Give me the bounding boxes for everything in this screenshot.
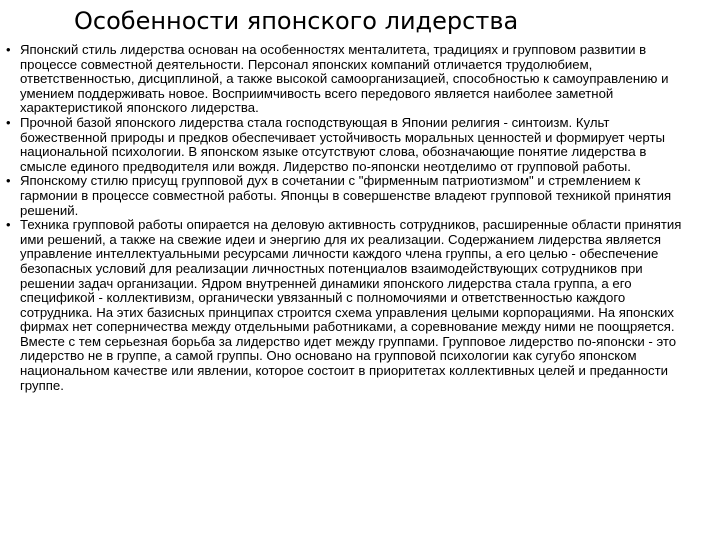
- bullet-item: [6, 174, 694, 218]
- bullet-marker: •: [6, 114, 11, 130]
- bullet-text: Японский стиль лидерства основан на особенностях менталитета, традициях и групповом развитии в процессе совместной деятельности. Персонал японских компаний отличается трудолюбием, ответственностью, дисциплиной, а также высокой самоорганизацией, способностью к самоуправлению и умением поддерживать новое. Восприимчивость всего передового является наиболее заметной характеристикой японского лидерства.: [20, 42, 669, 116]
- bullet-marker: •: [6, 217, 11, 233]
- bullet-list: [6, 43, 694, 393]
- bullet-text: Техника групповой работы опирается на деловую активность сотрудников, расширенные области принятия ими решений, а также на свежие идеи и энергию для их реализации. Содержанием лидерства является управление интеллектуальными ресурсами личности каждого члена группы, а его целью - обеспечение безопасных условий для реализации личностных потенциалов взаимодействующих сотрудников при решении задач организации. Ядром внутренней динамики японского лидерства стала группа, а его спецификой - коллективизм, органически увязанный с полномочиями и ответственностью каждого сотрудника. На этих базисных принципах строится схема управления целыми корпорациями. На японских фирмах нет соперничества между отдельными работниками, а соревнование между ними не поощряется. Вместе с тем серьезная борьба за лидерство идет между группами. Групповое лидерство по-японски - это лидерство не в группе, а самой группы. Оно основано на групповой психологии как сугубо японском национальном качестве или явлении, которое состоит в приоритетах коллективных целей и преданности группе.: [20, 217, 682, 393]
- slide-title: Особенности японского лидерства: [74, 7, 519, 35]
- bullet-text: Прочной базой японского лидерства стала господствующая в Японии религия - синтоизм. Культ божественной природы и предков обеспечивает устойчивость моральных ценностей и формирует черты национальной психологии. В японском языке отсутствуют слова, обозначающие понятие лидерства в смысле единого предводителя или вождя. Лидерство по-японски неотделимо от групповой работы.: [20, 114, 665, 174]
- bullet-item: [6, 116, 694, 174]
- bullet-item: [6, 218, 694, 393]
- bullet-marker: •: [6, 173, 11, 189]
- bullet-item: [6, 43, 694, 116]
- bullet-marker: •: [6, 42, 11, 57]
- bullet-text: Японскому стилю присущ групповой дух в сочетании с "фирменным патриотизмом" и стремлением к гармонии в процессе совместной работы. Японцы в совершенстве владеют групповой техникой принятия решений.: [20, 173, 672, 218]
